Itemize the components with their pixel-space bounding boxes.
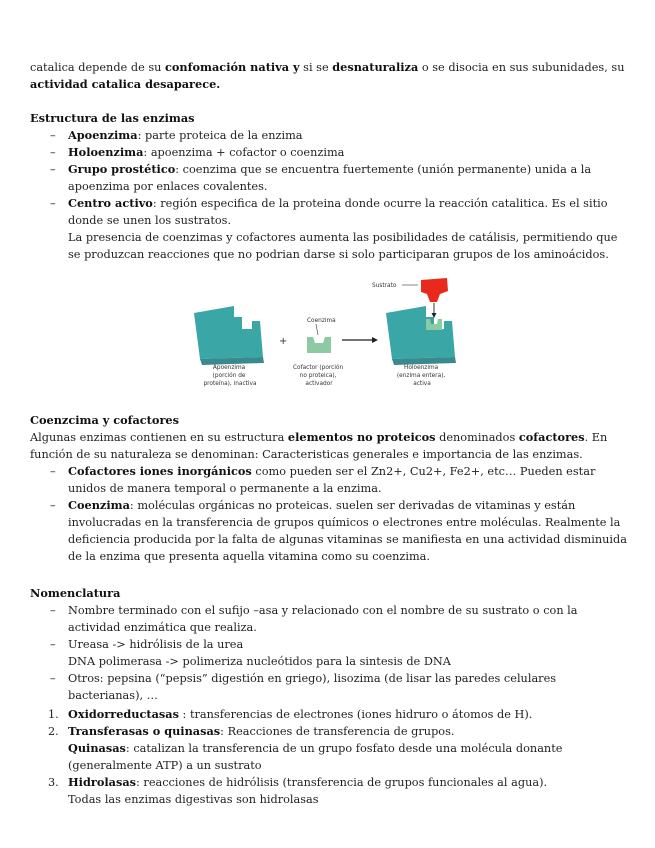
term: Transferasas o quinasas — [68, 724, 221, 738]
plus-sign: + — [279, 336, 288, 347]
section-heading: Coenzcima y cofactores — [30, 413, 179, 427]
caption-line: (enzima entera), — [396, 373, 446, 379]
clases-section — [30, 706, 630, 808]
nomenclatura-list — [30, 602, 630, 704]
intro-bold: actividad catalica desaparece. — [30, 77, 221, 91]
intro-bold: confomación nativa y — [165, 60, 300, 74]
clases-list — [30, 706, 630, 808]
definition: Todas las enzimas digestivas son hidrolasas — [68, 793, 319, 806]
intro-text: catalica depende de su — [30, 61, 166, 74]
caption-line: (porción de — [212, 373, 246, 379]
apoenzyme-caption — [204, 365, 257, 387]
term: Hidrolasas — [68, 775, 137, 789]
list-item — [30, 723, 630, 774]
coenzima-label: Coenzima — [307, 318, 336, 324]
term: Apoenzima — [68, 128, 138, 142]
term: Quinasas — [68, 741, 126, 755]
paragraph-text: Algunas enzimas contienen en su estructura — [30, 431, 288, 444]
section-heading: Nomenclatura — [30, 586, 121, 600]
term: Cofactores iones inorgánicos — [68, 464, 252, 478]
paragraph-bold: elementos no proteicos — [287, 430, 436, 444]
intro-bold: desnaturaliza — [332, 60, 419, 74]
definition: : apoenzima + cofactor o coenzima — [143, 146, 345, 159]
holoenzyme-shape — [386, 306, 455, 359]
term: Holoenzima — [68, 145, 144, 159]
estructura-section — [30, 110, 630, 263]
list-item — [30, 195, 630, 229]
cofactor-shape — [307, 337, 331, 353]
paragraph-text: . En función de su naturaleza se denominan: Caracteristicas generales e importancia de las enzimas. — [30, 431, 608, 461]
list-item — [30, 463, 630, 497]
caption-line: Cofactor (porción — [292, 365, 344, 371]
paragraph-text: denominados — [435, 431, 519, 444]
coenzima-pointer — [316, 324, 318, 335]
term: Centro activo — [68, 196, 153, 210]
item-number: 2. — [48, 725, 59, 738]
intro-text: si se — [299, 61, 333, 74]
list-item — [30, 706, 630, 723]
caption-line: activa — [413, 381, 431, 387]
list-item — [30, 774, 630, 808]
list-item — [30, 144, 630, 161]
enzyme-diagram — [190, 277, 470, 392]
definition: : reacciones de hidrólisis (transferencia de grupos funcionales al agua). — [136, 776, 548, 789]
item-number: 3. — [48, 776, 59, 789]
holoenzyme-caption — [397, 365, 447, 387]
caption-line: no proteica), — [299, 373, 337, 379]
list-item — [30, 161, 630, 195]
example-line: Ureasa -> hidrólisis de la urea — [68, 638, 244, 651]
definition: : transferencias de electrones (iones hidruro o átomos de H). — [178, 708, 533, 721]
section-heading: Estructura de las enzimas — [30, 111, 195, 125]
definition: : moléculas orgánicas no proteicas. suelen ser derivadas de vitaminas y están involucradas en la transferencia de grupos químicos o electrones entre moléculas. Realmente la deficiencia producida por la falta de algunas vitaminas se manifiesta en una actividad disminuida de la enzima que presenta aquella vitamina como su coenzima. — [68, 499, 627, 563]
intro-paragraph — [30, 59, 630, 93]
definition: : catalizan la transferencia de un grupo fosfato desde una molécula donante (generalmente ATP) a un sustrato — [68, 742, 563, 772]
definition: : Reacciones de transferencia de grupos. — [220, 725, 455, 738]
list-item: – Nombre terminado con el sufijo –asa y relacionado con el nombre de su sustrato o con la actividad enzimática que realiza. — [30, 602, 630, 636]
substrate-shape — [421, 278, 448, 302]
coenzimas-list — [30, 463, 630, 565]
definition: : coenzima que se encuentra fuertemente (unión permanente) unida a la apoenzima por enlaces covalentes. — [68, 163, 592, 193]
coenzimas-paragraph — [30, 429, 630, 463]
intro-text: o se disocia en sus subunidades, su — [418, 61, 625, 74]
nomenclatura-section — [30, 585, 630, 704]
definition: : región especifica de la proteina donde ocurre la reacción catalitica. Es el sitio donde se unen los sustratos. — [68, 197, 608, 227]
sustrato-label: Sustrato — [372, 283, 397, 289]
caption-line: proteína), inactiva — [203, 381, 257, 387]
caption-line: Apoenzima — [212, 365, 246, 371]
item-number: 1. — [48, 708, 59, 721]
estructura-note: La presencia de coenzimas y cofactores aumenta las posibilidades de catálisis, permitiendo que se produzcan reacciones que no podrian darse si solo participaran grupos de los aminoácidos. — [68, 231, 618, 261]
example-line: DNA polimerasa -> polimeriza nucleótidos para la sintesis de DNA — [68, 655, 451, 668]
apoenzyme-shape — [194, 306, 263, 359]
list-item: – Otros: pepsina (“pepsis” digestión en griego), lisozima (de lisar las paredes celulares bacterianas), … — [30, 670, 630, 704]
term: Coenzima — [68, 498, 130, 512]
coenzimas-section — [30, 412, 630, 565]
definition: como pueden ser el Zn2+, Cu2+, Fe2+, etc… Pueden estar unidos de manera temporal o permanente a la enzima. — [68, 465, 596, 495]
caption-line: activador — [305, 381, 333, 387]
list-item — [30, 127, 630, 144]
estructura-list — [30, 127, 630, 229]
paragraph-bold: cofactores — [518, 430, 585, 444]
caption-line: Holoenzima — [404, 365, 439, 371]
list-item — [30, 497, 630, 565]
term: Oxidorreductasas — [68, 707, 179, 721]
definition: : parte proteica de la enzima — [137, 129, 303, 142]
cofactor-caption — [293, 364, 345, 387]
list-item — [30, 636, 630, 670]
term: Grupo prostético — [68, 162, 176, 176]
reaction-arrowhead — [372, 337, 378, 343]
